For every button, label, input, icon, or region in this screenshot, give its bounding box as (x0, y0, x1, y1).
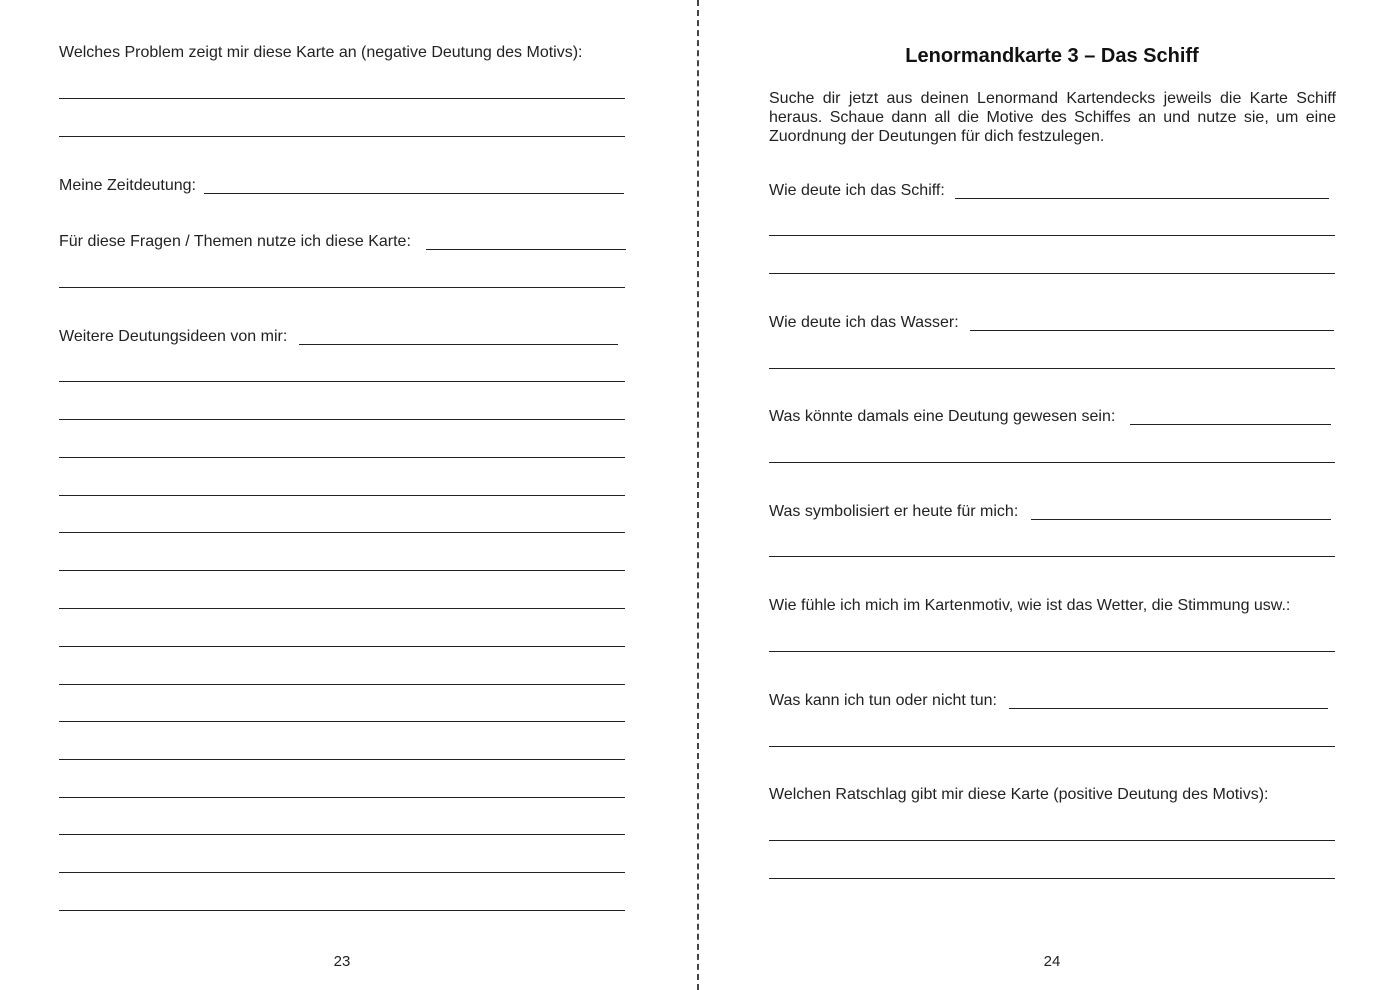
q-do-label: Was kann ich tun oder nicht tun: (769, 692, 997, 709)
q-past-answer-line[interactable] (769, 462, 1335, 463)
q-ship-label: Wie deute ich das Schiff: (769, 182, 945, 199)
ideas-answer-line[interactable] (59, 646, 625, 647)
ideas-answer-line[interactable] (59, 834, 625, 835)
page-number-left: 23 (333, 953, 351, 970)
ideas-answer-line[interactable] (59, 721, 625, 722)
ideas-answer-line[interactable] (59, 910, 625, 911)
q-water-answer-line[interactable] (769, 368, 1335, 369)
q-ship-answer-line-inline[interactable] (955, 198, 1329, 199)
q-today-answer-line-inline[interactable] (1031, 519, 1331, 520)
ideas-answer-line[interactable] (59, 608, 625, 609)
topics-label: Für diese Fragen / Themen nutze ich diese Karte: (59, 233, 411, 250)
ideas-answer-line[interactable] (59, 570, 625, 571)
q-advice-answer-line[interactable] (769, 840, 1335, 841)
time-label: Meine Zeitdeutung: (59, 177, 196, 194)
q-past-label: Was könnte damals eine Deutung gewesen sein: (769, 408, 1116, 425)
page-number-right: 24 (1043, 953, 1061, 970)
q-ship-answer-line[interactable] (769, 273, 1335, 274)
ideas-answer-line[interactable] (59, 759, 625, 760)
problem-answer-line-2[interactable] (59, 136, 625, 137)
q-today-label: Was symbolisiert er heute für mich: (769, 503, 1019, 520)
ideas-answer-line-inline[interactable] (299, 344, 618, 345)
ideas-label: Weitere Deutungsideen von mir: (59, 328, 288, 345)
q-do-answer-line-inline[interactable] (1009, 708, 1328, 709)
right-page (699, 0, 1385, 990)
q-today-answer-line[interactable] (769, 556, 1335, 557)
ideas-answer-line[interactable] (59, 419, 625, 420)
ideas-answer-line[interactable] (59, 684, 625, 685)
q-advice-label: Welchen Ratschlag gibt mir diese Karte (positive Deutung des Motivs): (769, 786, 1269, 803)
ideas-answer-line[interactable] (59, 495, 625, 496)
q-ship-answer-line[interactable] (769, 235, 1335, 236)
q-past-answer-line-inline[interactable] (1130, 424, 1331, 425)
ideas-answer-line[interactable] (59, 797, 625, 798)
ideas-answer-line[interactable] (59, 532, 625, 533)
topics-answer-line-2[interactable] (59, 287, 625, 288)
intro-paragraph: Suche dir jetzt aus deinen Lenormand Kartendecks jeweils die Karte Schiff heraus. Schaue dann all die Motive des Schiffes an und nutze sie, um eine Zuordnung der Deutungen für dich festzulegen. (769, 90, 1336, 145)
q-advice-answer-line[interactable] (769, 878, 1335, 879)
ideas-answer-line[interactable] (59, 381, 625, 382)
q-feel-answer-line[interactable] (769, 651, 1335, 652)
topics-answer-line-inline[interactable] (426, 249, 626, 250)
page-title: Lenormandkarte 3 – Das Schiff (905, 45, 1199, 67)
problem-answer-line-1[interactable] (59, 98, 625, 99)
q-water-label: Wie deute ich das Wasser: (769, 314, 959, 331)
q-do-answer-line[interactable] (769, 746, 1335, 747)
problem-label: Welches Problem zeigt mir diese Karte an (negative Deutung des Motivs): (59, 44, 583, 61)
q-feel-label: Wie fühle ich mich im Kartenmotiv, wie ist das Wetter, die Stimmung usw.: (769, 597, 1291, 614)
ideas-answer-line[interactable] (59, 457, 625, 458)
time-answer-line[interactable] (204, 193, 624, 194)
ideas-answer-line[interactable] (59, 872, 625, 873)
q-water-answer-line-inline[interactable] (970, 330, 1334, 331)
